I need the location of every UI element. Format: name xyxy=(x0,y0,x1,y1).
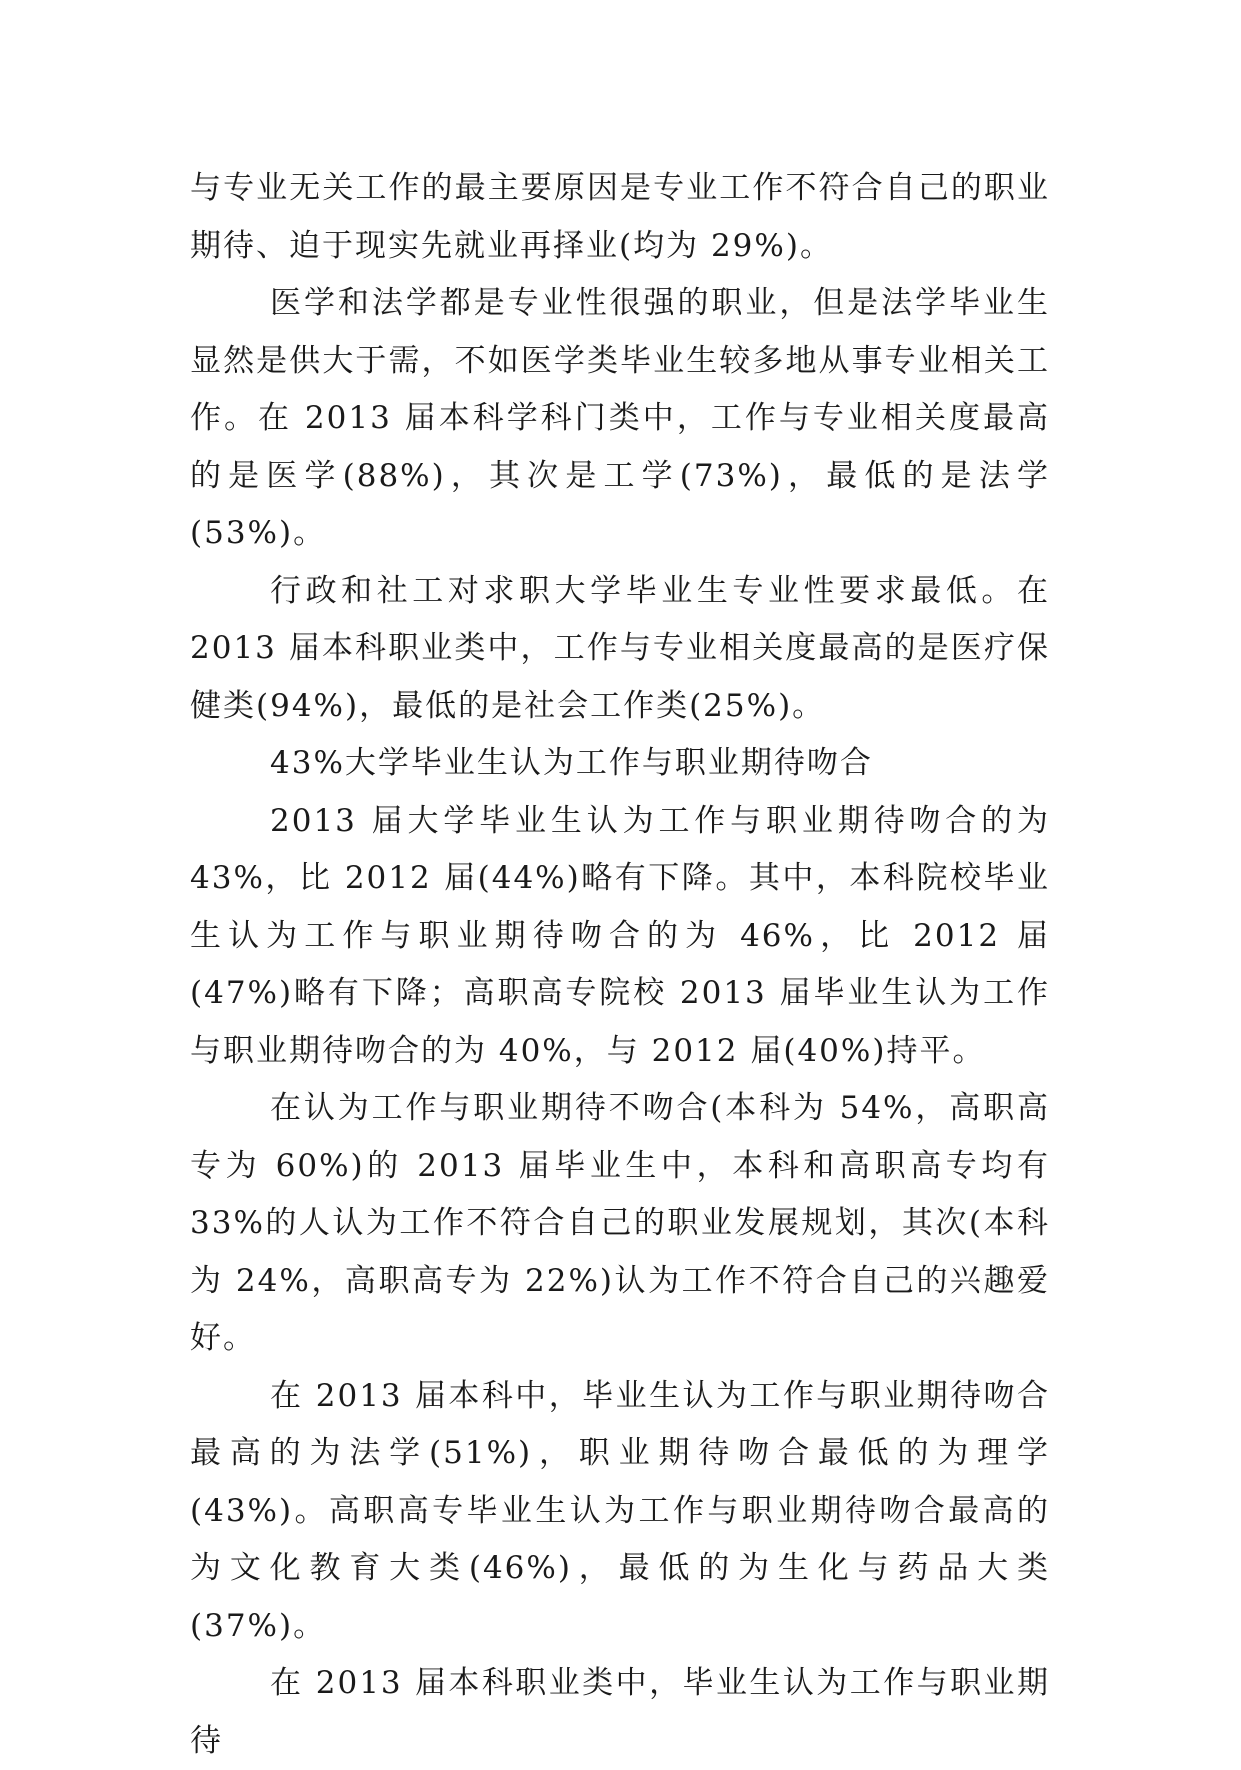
paragraph-8: 在 2013 届本科职业类中，毕业生认为工作与职业期待 xyxy=(190,1665,1050,1759)
paragraph-5: 2013 届大学毕业生认为工作与职业期待吻合的为 43%，比 2012 届(44%)略有下降。其中，本科院校毕业生认为工作与职业期待吻合的为 46%，比 2012 届(47%)略有下降；高职高专院校 2013 届毕业生认为工作与职业期待吻合的为 40%，与 2012 届(40%)持平。 xyxy=(190,802,1050,1069)
paragraph-2: 医学和法学都是专业性很强的职业，但是法学毕业生显然是供大于需，不如医学类毕业生较多地从事专业相关工作。在 2013 届本科学科门类中，工作与专业相关度最高的是医学(88%)，其次是工学(73%)，最低的是法学(53%)。 xyxy=(190,285,1050,551)
paragraph-1: 与专业无关工作的最主要原因是专业工作不符合自己的职业期待、迫于现实先就业再择业(均为 29%)。 xyxy=(190,170,1050,264)
document-body xyxy=(190,160,1050,1770)
paragraph-6: 在认为工作与职业期待不吻合(本科为 54%，高职高专为 60%)的 2013 届毕业生中，本科和高职高专均有 33%的人认为工作不符合自己的职业发展规划，其次(本科为 24%，高职高专为 22%)认为工作不符合自己的兴趣爱好。 xyxy=(190,1090,1050,1356)
section-heading: 43%大学毕业生认为工作与职业期待吻合 xyxy=(270,745,873,781)
paragraph-3: 行政和社工对求职大学毕业生专业性要求最低。在 2013 届本科职业类中，工作与专业相关度最高的是医疗保健类(94%)，最低的是社会工作类(25%)。 xyxy=(190,572,1050,724)
paragraph-7: 在 2013 届本科中，毕业生认为工作与职业期待吻合最高的为法学(51%)，职业期待吻合最低的为理学(43%)。高职高专毕业生认为工作与职业期待吻合最高的为文化教育大类(46%)，最低的为生化与药品大类(37%)。 xyxy=(190,1377,1050,1644)
